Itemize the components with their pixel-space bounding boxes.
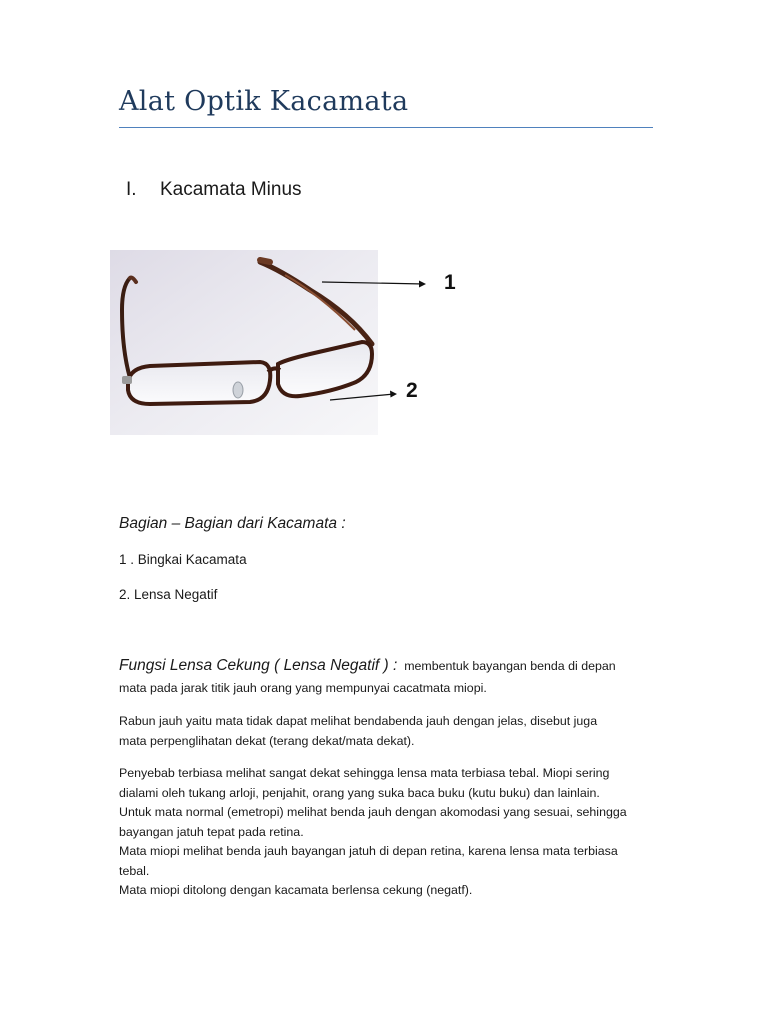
fungsi-text-2: mata pada jarak titik jauh orang yang mempunyai cacatmata miopi.	[119, 680, 487, 695]
penyebab-line: Penyebab terbiasa melihat sangat dekat sehingga lensa mata terbiasa tebal. Miopi sering	[119, 766, 610, 780]
penyebab-line: dialami oleh tukang arloji, penjahit, orang yang suka baca buku (kutu buku) dan lainlain.	[119, 785, 600, 800]
section-number: I.	[126, 179, 137, 200]
penyebab-line: tebal.	[119, 863, 150, 878]
nose-pad	[233, 382, 243, 398]
callout-arrow-2	[330, 394, 394, 400]
title-underline	[119, 127, 653, 128]
penyebab-line: Untuk mata normal (emetropi) melihat benda jauh dengan akomodasi yang sesuai, sehingga	[119, 805, 627, 819]
fungsi-text-1: membentuk bayangan benda di depan	[404, 659, 616, 673]
callout-arrows	[320, 272, 440, 412]
fungsi-heading: Fungsi Lensa Cekung ( Lensa Negatif ) :	[119, 657, 398, 674]
callout-arrow-1	[322, 282, 424, 284]
penyebab-line: bayangan jatuh tepat pada retina.	[119, 824, 304, 839]
left-lens	[128, 362, 270, 404]
fungsi-paragraph	[119, 656, 664, 698]
penyebab-paragraph	[119, 764, 664, 901]
parts-heading: Bagian – Bagian dari Kacamata :	[119, 515, 346, 532]
rabun-line-1: Rabun jauh yaitu mata tidak dapat melihat bendabenda jauh dengan jelas, disebut juga	[119, 714, 598, 728]
section-label: Kacamata Minus	[160, 179, 302, 200]
part-item-lens: 2. Lensa Negatif	[119, 587, 218, 602]
hinge	[122, 376, 132, 384]
rabun-line-2: mata perpenglihatan dekat (terang dekat/mata dekat).	[119, 733, 415, 748]
part-item-frame: 1 . Bingkai Kacamata	[119, 552, 247, 567]
penyebab-line: Mata miopi melihat benda jauh bayangan jatuh di depan retina, karena lensa mata terbiasa	[119, 844, 618, 858]
rabun-paragraph	[119, 712, 664, 751]
callout-label-1: 1	[444, 271, 456, 294]
penyebab-line: Mata miopi ditolong dengan kacamata berlensa cekung (negatf).	[119, 883, 473, 897]
page-title: Alat Optik Kacamata	[119, 86, 409, 117]
section-heading	[126, 179, 302, 201]
callout-label-2: 2	[406, 379, 418, 402]
